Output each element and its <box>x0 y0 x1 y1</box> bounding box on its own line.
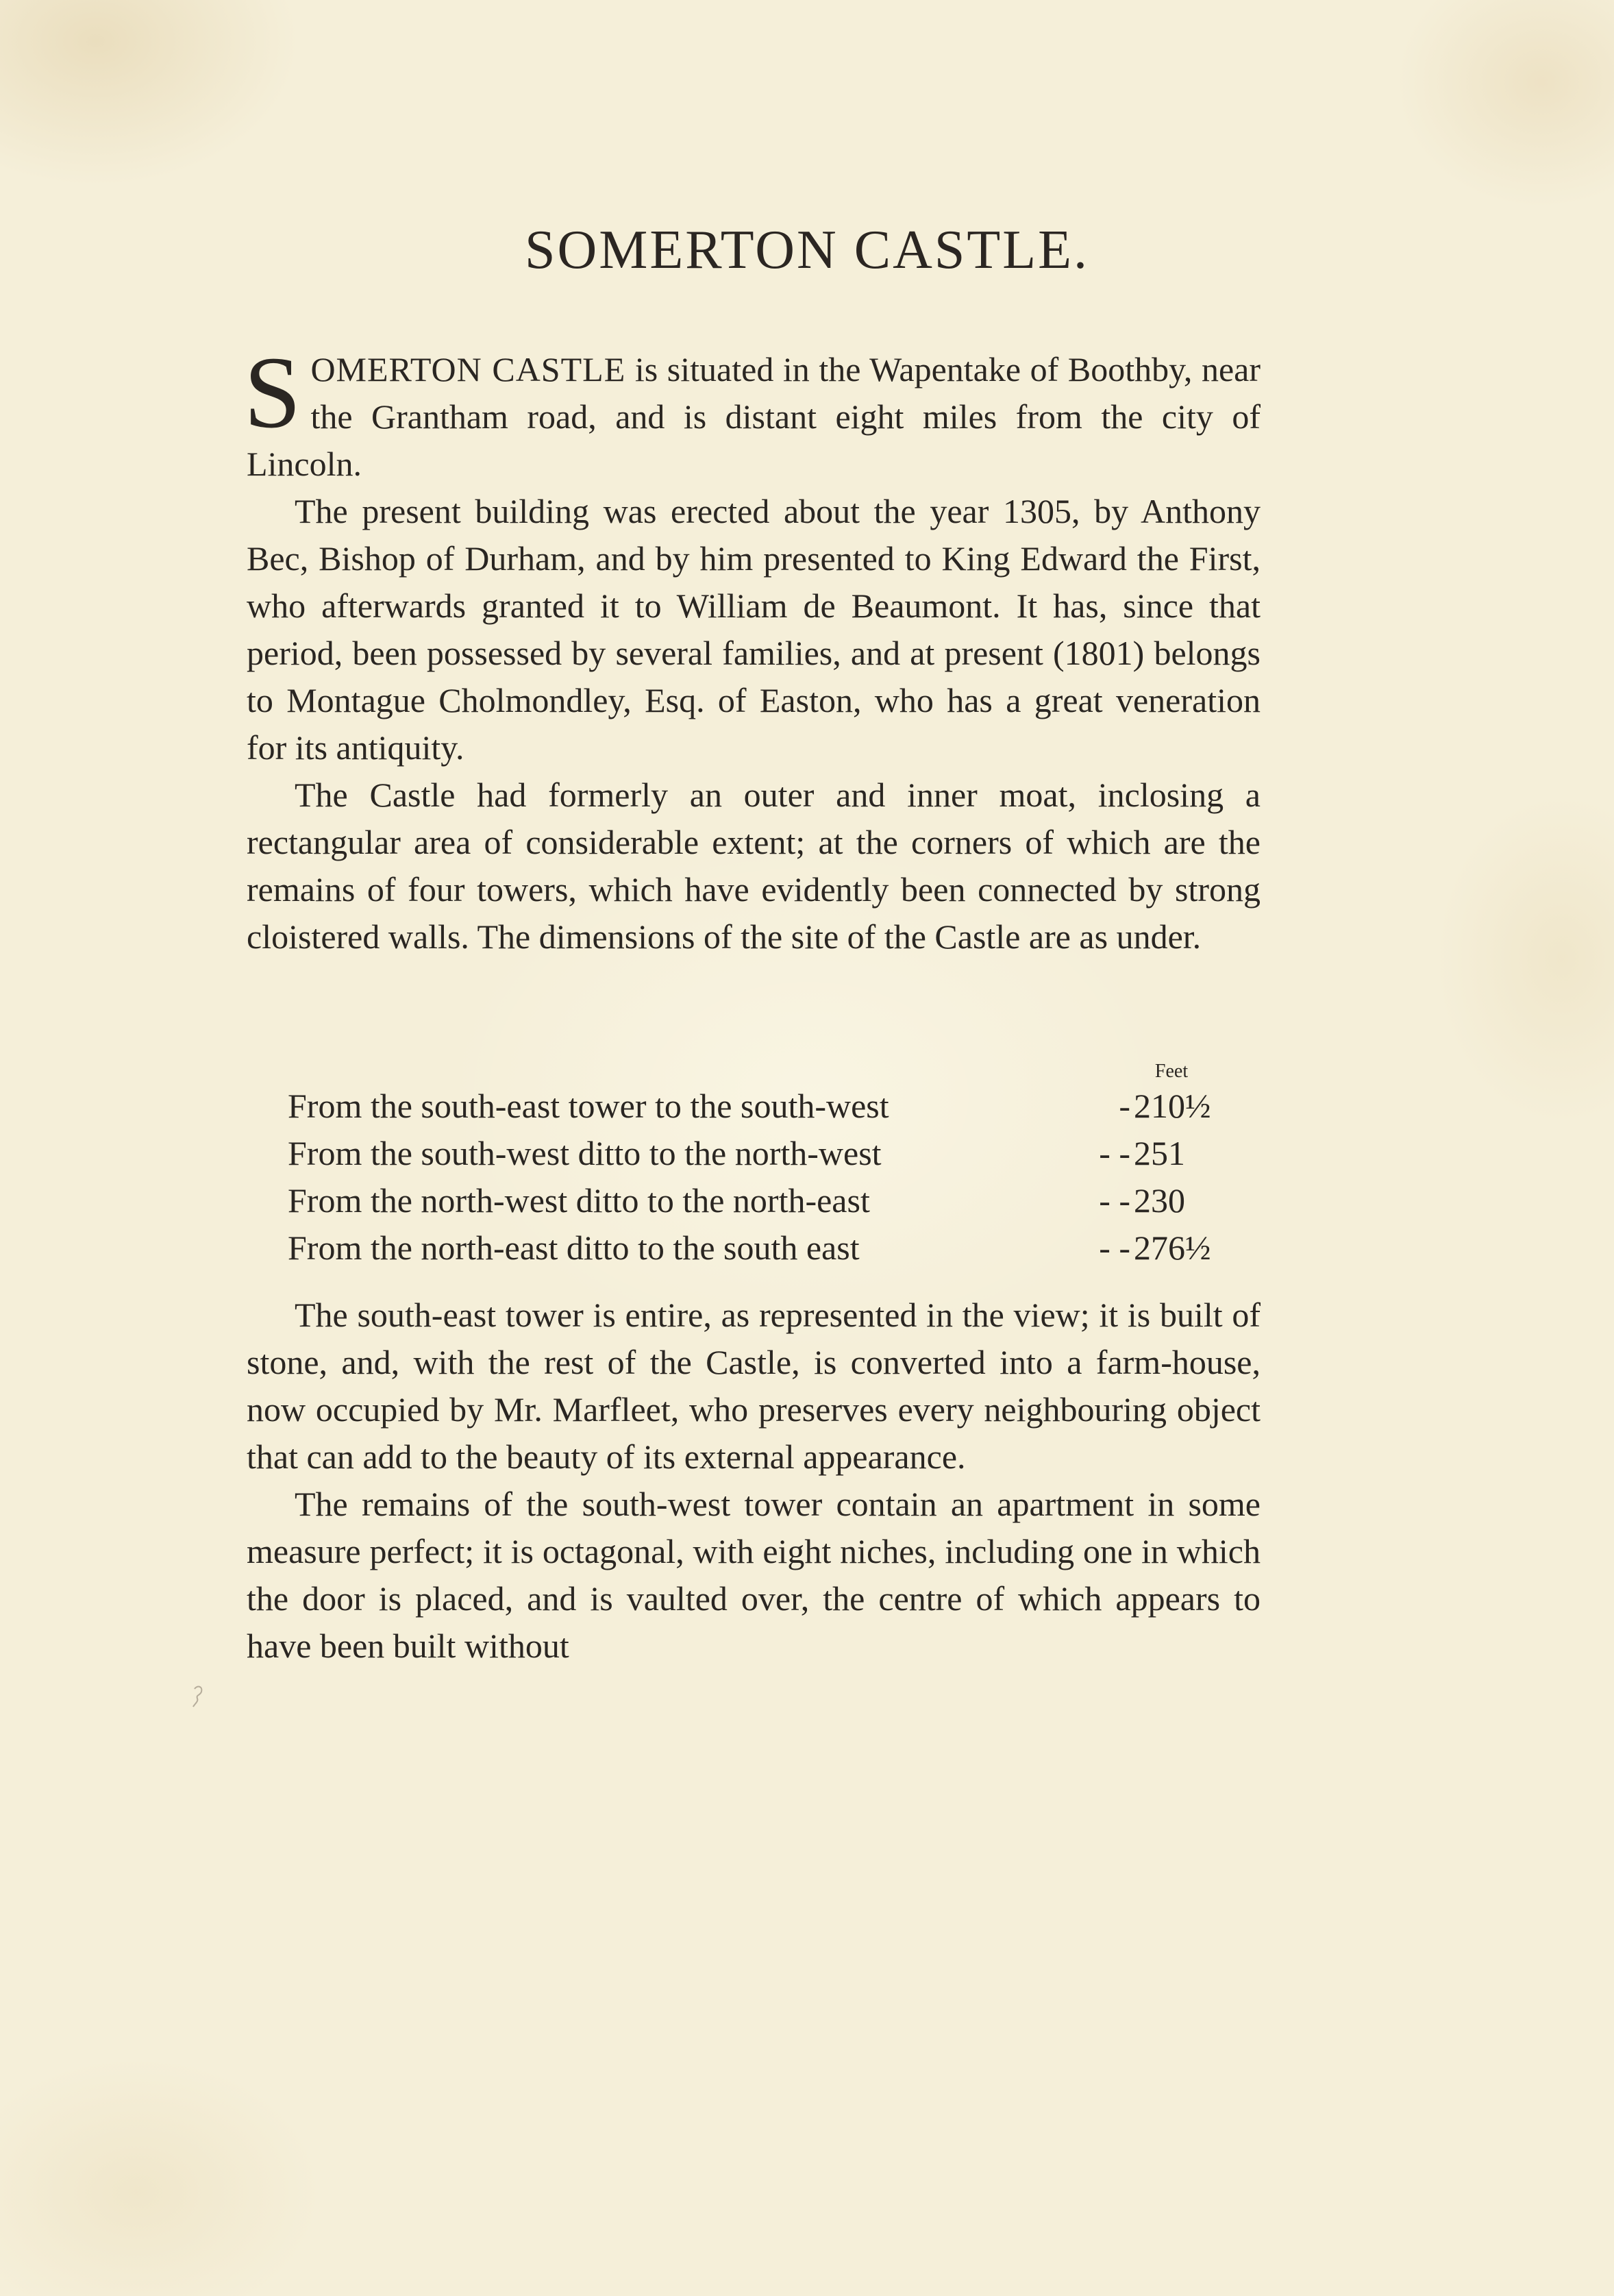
measurements-table <box>288 1083 1233 1272</box>
page-title: SOMERTON CASTLE. <box>524 220 1089 280</box>
paragraph-south-west-tower: The remains of the south-west tower contain an apartment in some measure perfect; it is octagonal, with eight niches, including one in which the door is placed, and is vaulted over, the centre of which appears to have been built without <box>247 1485 1261 1665</box>
measurement-row <box>288 1224 1233 1272</box>
measurement-value: 276½ <box>1134 1229 1211 1267</box>
ink-blot-icon <box>190 1682 207 1709</box>
measurement-leader: - - <box>1099 1229 1130 1267</box>
paragraph-history: The present building was erected about the year 1305, by Anthony Bec, Bishop of Durham, and by him presented to King Edward the First, who afterwards granted it to William de Beaumont. It has, since that period, been possessed by several families, and at present (1801) belongs to Montague Cholmondley, Esq. of Easton, who has a great veneration for its antiquity. <box>247 492 1261 767</box>
measurements-unit-header: Feet <box>1154 1061 1189 1082</box>
measurement-value: 230 <box>1134 1181 1185 1220</box>
paragraph-south-east-tower: The south-east tower is entire, as represented in the view; it is built of stone, and, with the rest of the Castle, is converted into a farm-house, now occupied by Mr. Marfleet, who preserves every neighbouring object that can add to the beauty of its external appearance. <box>247 1296 1261 1476</box>
measurement-leader: - <box>1119 1087 1130 1125</box>
measurement-value: 251 <box>1134 1134 1185 1172</box>
measurement-leader: - - <box>1099 1134 1130 1172</box>
drop-cap: S <box>244 336 301 449</box>
paragraph-moat: The Castle had formerly an outer and inner moat, inclosing a rectangular area of considerable extent; at the corners of which are the remains of four towers, which have evidently been connected by strong cloistered walls. The dimensions of the site of the Castle are as under. <box>247 776 1261 956</box>
measurement-label: From the south-west ditto to the north-west <box>288 1134 882 1172</box>
measurement-row <box>288 1177 1233 1224</box>
body-text-upper <box>244 336 1261 961</box>
intro-paragraph <box>244 336 1261 488</box>
measurement-label: From the south-east tower to the south-west <box>288 1087 889 1125</box>
measurement-row <box>288 1130 1233 1177</box>
intro-text: is situated in the Wapentake of Boothby, near the Grantham road, and is distant eight miles from the city of Lincoln. <box>247 350 1261 483</box>
intro-caps-lead: OMERTON CASTLE <box>310 350 626 388</box>
measurement-row <box>288 1083 1233 1130</box>
measurement-label: From the north-east ditto to the south east <box>288 1229 860 1267</box>
measurement-label: From the north-west ditto to the north-east <box>288 1181 870 1220</box>
body-text-lower <box>247 1292 1261 1670</box>
measurement-value: 210½ <box>1134 1087 1211 1125</box>
measurement-leader: - - <box>1099 1181 1130 1220</box>
